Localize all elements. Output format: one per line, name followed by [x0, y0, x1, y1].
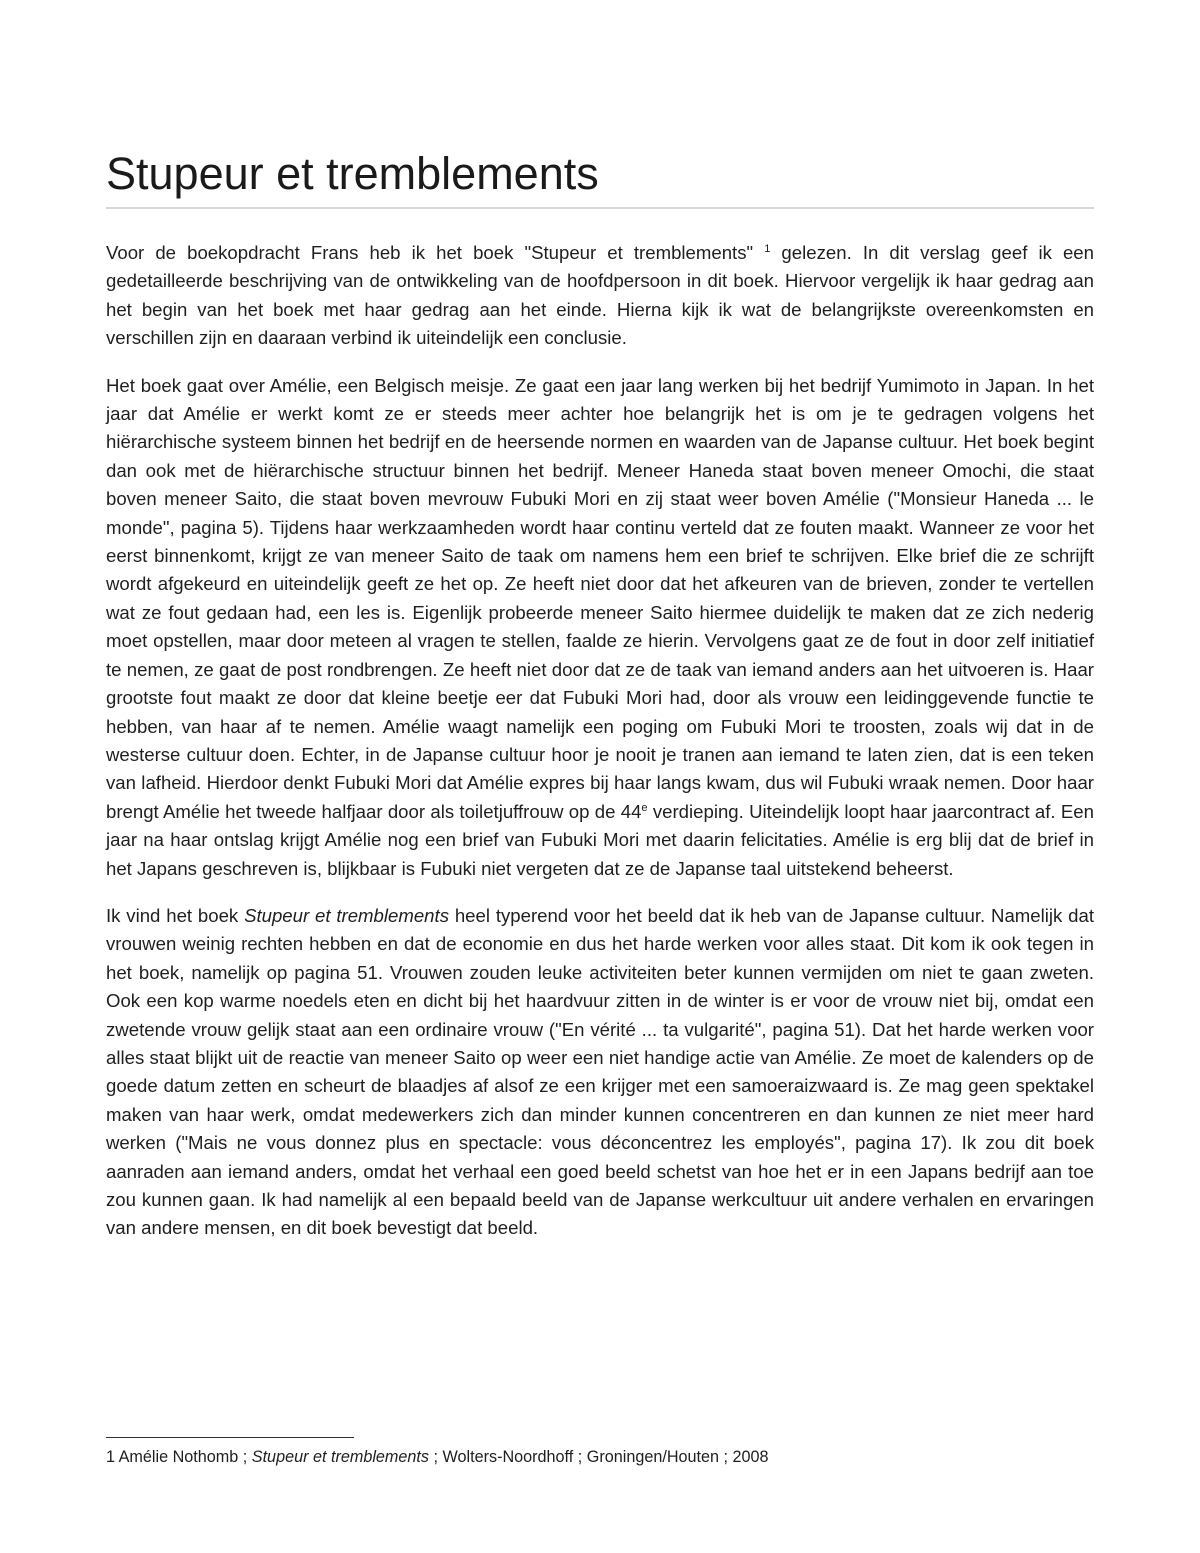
footnote-text: ; Wolters-Noordhoff ; Groningen/Houten ; 2008 [429, 1448, 769, 1466]
document-body [106, 239, 1094, 1262]
ordinal-superscript: e [641, 801, 648, 814]
footnote [106, 1446, 1094, 1468]
paragraph-opinion [106, 902, 1094, 1243]
paragraph-text: Ik vind het boek [106, 904, 245, 926]
paragraph-summary [106, 372, 1094, 883]
paragraph-text: heel typerend voor het beeld dat ik heb van de Japanse cultuur. Namelijk dat vrouwen weinig rechten hebben en dat de economie en dus het harde werken voor alles staat. Dit kom ik ook tegen in het boek, namelijk op pagina 51. Vrouwen zouden leuke activiteiten beter kunnen vermijden om niet te gaan zweten. Ook een kop warme noedels eten en dicht bij het haardvuur zitten in de winter is er voor de vrouw niet bij, omdat een zwetende vrouw gelijk staat aan een ordinaire vrouw ("En vérité ... ta vulgarité", pagina 51). Dat het harde werken voor alles staat blijkt uit de reactie van meneer Saito op weer een niet handige actie van Amélie. Ze moet de kalenders op de goede datum zetten en scheurt de blaadjes af alsof ze een krijger met een samoeraizwaard is. Ze mag geen spektakel maken van haar werk, omdat medewerkers zich dan minder kunnen concentreren en dan kunnen ze niet meer hard werken ("Mais ne vous donnez plus en spectacle: vous déconcentrez les employés", pagina 17). Ik zou dit boek aanraden aan iemand anders, omdat het verhaal een goed beeld schetst van hoe het er in een Japans bedrijf aan toe zou kunnen gaan. Ik had namelijk al een bepaald beeld van de Japanse werkcultuur uit andere verhalen en ervaringen van andere mensen, en dit boek bevestigt dat beeld. [106, 904, 1094, 1239]
page-title: Stupeur et tremblements [106, 148, 599, 199]
title-divider [106, 207, 1094, 209]
footnote-reference[interactable]: 1 [764, 243, 771, 255]
footnote-text: 1 Amélie Nothomb ; [106, 1448, 252, 1466]
paragraph-text: Het boek gaat over Amélie, een Belgisch meisje. Ze gaat een jaar lang werken bij het bedrijf Yumimoto in Japan. In het jaar dat Amélie er werkt komt ze er steeds meer achter hoe belangrijk het is om je te gedragen volgens het hiërarchische systeem binnen het bedrijf en de heersende normen en waarden van de Japanse cultuur. Het boek begint dan ook met de hiërarchische structuur binnen het bedrijf. Meneer Haneda staat boven meneer Omochi, die staat boven meneer Saito, die staat boven mevrouw Fubuki Mori en zij staat weer boven Amélie ("Monsieur Haneda ... le monde", pagina 5). Tijdens haar werkzaamheden wordt haar continu verteld dat ze fouten maakt. Wanneer ze voor het eerst binnenkomt, krijgt ze van meneer Saito de taak om namens hem een brief te schrijven. Elke brief die ze schrijft wordt afgekeurd en uiteindelijk geeft ze het op. Ze heeft niet door dat het afkeuren van de brieven, zonder te vertellen wat ze fout gedaan had, een les is. Eigenlijk probeerde meneer Saito hiermee duidelijk te maken dat ze zich nederig moet opstellen, maar door meteen al vragen te stellen, faalde ze hierin. Vervolgens gaat ze de fout in door zelf initiatief te nemen, ze gaat de post rondbrengen. Ze heeft niet door dat ze de taak van iemand anders aan het uitvoeren is. Haar grootste fout maakt ze door dat kleine beetje eer dat Fubuki Mori had, door als vrouw een leidinggevende functie te hebben, van haar af te nemen. Amélie waagt namelijk een poging om Fubuki Mori te troosten, zoals wij dat in de westerse cultuur doen. Echter, in de Japanse cultuur hoor je nooit je tranen aan iemand te laten zien, dat is een teken van lafheid. Hierdoor denkt Fubuki Mori dat Amélie expres bij haar langs kwam, dus wil Fubuki wraak nemen. Door haar brengt Amélie het tweede halfjaar door als toiletjuffrouw op de 44 [106, 374, 1094, 822]
book-title-italic: Stupeur et tremblements [244, 904, 449, 926]
paragraph-intro [106, 239, 1094, 353]
footnote-book-title: Stupeur et tremblements [251, 1448, 430, 1466]
paragraph-text: gelezen. In dit verslag geef ik een gedetailleerde beschrijving van de ontwikkeling van de hoofdpersoon in dit boek. Hiervoor vergelijk ik haar gedrag aan het begin van het boek met haar gedrag aan het einde. Hierna kijk ik wat de belangrijkste overeenkomsten en verschillen zijn en daaraan verbind ik uiteindelijk een conclusie. [106, 242, 1094, 349]
paragraph-text: verdieping. Uiteindelijk loopt haar jaarcontract af. Een jaar na haar ontslag krijgt Amélie nog een brief van Fubuki Mori met daarin felicitaties. Amélie is erg blij dat de brief in het Japans geschreven is, blijkbaar is Fubuki niet vergeten dat ze de Japanse taal uitstekend beheerst. [106, 800, 1094, 879]
footnote-divider [106, 1437, 354, 1438]
paragraph-text: Voor de boekopdracht Frans heb ik het boek "Stupeur et tremblements" [106, 242, 765, 263]
